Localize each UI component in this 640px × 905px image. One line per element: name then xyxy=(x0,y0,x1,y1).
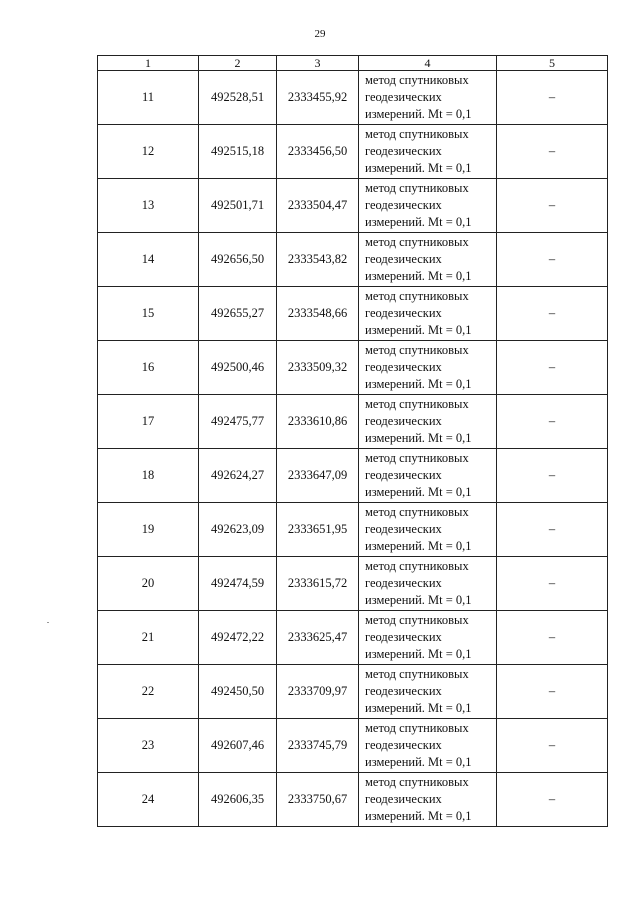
method-line: измерений. Mt = 0,1 xyxy=(365,647,472,661)
x-coordinate-cell: 492474,59 xyxy=(199,557,277,611)
coordinates-table xyxy=(97,55,608,827)
table-row xyxy=(98,557,608,611)
method-cell xyxy=(359,449,497,503)
point-number-cell: 22 xyxy=(98,665,199,719)
point-number-cell: 15 xyxy=(98,287,199,341)
y-coordinate-cell: 2333504,47 xyxy=(277,179,359,233)
table-row xyxy=(98,449,608,503)
table-row xyxy=(98,611,608,665)
point-number-cell: 17 xyxy=(98,395,199,449)
x-coordinate-cell: 492515,18 xyxy=(199,125,277,179)
table-row xyxy=(98,287,608,341)
point-number-cell: 13 xyxy=(98,179,199,233)
x-coordinate-cell: 492528,51 xyxy=(199,71,277,125)
note-cell: – xyxy=(497,287,608,341)
method-line: измерений. Mt = 0,1 xyxy=(365,593,472,607)
method-line: метод спутниковых xyxy=(365,343,469,357)
y-coordinate-cell: 2333543,82 xyxy=(277,233,359,287)
method-line: метод спутниковых xyxy=(365,235,469,249)
note-cell: – xyxy=(497,773,608,827)
method-line: измерений. Mt = 0,1 xyxy=(365,755,472,769)
method-line: геодезических xyxy=(365,522,442,536)
note-cell: – xyxy=(497,665,608,719)
note-cell: – xyxy=(497,395,608,449)
method-cell xyxy=(359,557,497,611)
method-line: измерений. Mt = 0,1 xyxy=(365,701,472,715)
note-cell: – xyxy=(497,503,608,557)
table-row xyxy=(98,179,608,233)
method-cell xyxy=(359,341,497,395)
y-coordinate-cell: 2333709,97 xyxy=(277,665,359,719)
point-number-cell: 18 xyxy=(98,449,199,503)
y-coordinate-cell: 2333509,32 xyxy=(277,341,359,395)
method-line: геодезических xyxy=(365,360,442,374)
method-line: геодезических xyxy=(365,468,442,482)
note-cell: – xyxy=(497,719,608,773)
x-coordinate-cell: 492624,27 xyxy=(199,449,277,503)
x-coordinate-cell: 492655,27 xyxy=(199,287,277,341)
header-col-4: 4 xyxy=(359,56,497,71)
table-body xyxy=(98,71,608,827)
point-number-cell: 16 xyxy=(98,341,199,395)
method-line: метод спутниковых xyxy=(365,73,469,87)
method-line: метод спутниковых xyxy=(365,451,469,465)
method-cell xyxy=(359,665,497,719)
x-coordinate-cell: 492475,77 xyxy=(199,395,277,449)
y-coordinate-cell: 2333610,86 xyxy=(277,395,359,449)
table-row xyxy=(98,395,608,449)
method-line: измерений. Mt = 0,1 xyxy=(365,809,472,823)
note-cell: – xyxy=(497,341,608,395)
method-line: геодезических xyxy=(365,414,442,428)
table-row xyxy=(98,341,608,395)
x-coordinate-cell: 492623,09 xyxy=(199,503,277,557)
method-line: измерений. Mt = 0,1 xyxy=(365,161,472,175)
method-line: метод спутниковых xyxy=(365,289,469,303)
method-cell xyxy=(359,287,497,341)
method-cell xyxy=(359,71,497,125)
method-line: геодезических xyxy=(365,90,442,104)
y-coordinate-cell: 2333625,47 xyxy=(277,611,359,665)
table-row xyxy=(98,233,608,287)
method-line: метод спутниковых xyxy=(365,667,469,681)
note-cell: – xyxy=(497,179,608,233)
y-coordinate-cell: 2333455,92 xyxy=(277,71,359,125)
table-row xyxy=(98,719,608,773)
table-row xyxy=(98,773,608,827)
note-cell: – xyxy=(497,611,608,665)
point-number-cell: 14 xyxy=(98,233,199,287)
y-coordinate-cell: 2333750,67 xyxy=(277,773,359,827)
point-number-cell: 24 xyxy=(98,773,199,827)
x-coordinate-cell: 492607,46 xyxy=(199,719,277,773)
y-coordinate-cell: 2333647,09 xyxy=(277,449,359,503)
method-line: геодезических xyxy=(365,684,442,698)
method-line: измерений. Mt = 0,1 xyxy=(365,269,472,283)
method-cell xyxy=(359,179,497,233)
method-line: геодезических xyxy=(365,252,442,266)
method-line: геодезических xyxy=(365,630,442,644)
method-cell xyxy=(359,233,497,287)
x-coordinate-cell: 492500,46 xyxy=(199,341,277,395)
page-number: 29 xyxy=(314,28,326,40)
table-row xyxy=(98,71,608,125)
method-line: метод спутниковых xyxy=(365,775,469,789)
x-coordinate-cell: 492656,50 xyxy=(199,233,277,287)
header-col-3: 3 xyxy=(277,56,359,71)
note-cell: – xyxy=(497,233,608,287)
method-cell xyxy=(359,503,497,557)
method-line: метод спутниковых xyxy=(365,181,469,195)
method-line: геодезических xyxy=(365,792,442,806)
table-header xyxy=(98,56,608,71)
method-line: геодезических xyxy=(365,198,442,212)
x-coordinate-cell: 492501,71 xyxy=(199,179,277,233)
point-number-cell: 12 xyxy=(98,125,199,179)
method-cell xyxy=(359,395,497,449)
header-row xyxy=(98,56,608,71)
method-line: метод спутниковых xyxy=(365,613,469,627)
header-col-5: 5 xyxy=(497,56,608,71)
method-line: измерений. Mt = 0,1 xyxy=(365,323,472,337)
y-coordinate-cell: 2333615,72 xyxy=(277,557,359,611)
table-row xyxy=(98,665,608,719)
y-coordinate-cell: 2333651,95 xyxy=(277,503,359,557)
y-coordinate-cell: 2333456,50 xyxy=(277,125,359,179)
method-cell xyxy=(359,773,497,827)
x-coordinate-cell: 492472,22 xyxy=(199,611,277,665)
header-col-1: 1 xyxy=(98,56,199,71)
note-cell: – xyxy=(497,557,608,611)
x-coordinate-cell: 492450,50 xyxy=(199,665,277,719)
y-coordinate-cell: 2333548,66 xyxy=(277,287,359,341)
table-row xyxy=(98,125,608,179)
point-number-cell: 11 xyxy=(98,71,199,125)
method-line: измерений. Mt = 0,1 xyxy=(365,539,472,553)
method-line: метод спутниковых xyxy=(365,721,469,735)
note-cell: – xyxy=(497,449,608,503)
method-line: метод спутниковых xyxy=(365,559,469,573)
margin-mark xyxy=(47,622,49,623)
method-line: геодезических xyxy=(365,576,442,590)
method-line: измерений. Mt = 0,1 xyxy=(365,377,472,391)
point-number-cell: 23 xyxy=(98,719,199,773)
method-line: измерений. Mt = 0,1 xyxy=(365,107,472,121)
method-cell xyxy=(359,611,497,665)
point-number-cell: 21 xyxy=(98,611,199,665)
point-number-cell: 20 xyxy=(98,557,199,611)
method-cell xyxy=(359,719,497,773)
method-line: метод спутниковых xyxy=(365,397,469,411)
x-coordinate-cell: 492606,35 xyxy=(199,773,277,827)
point-number-cell: 19 xyxy=(98,503,199,557)
method-line: геодезических xyxy=(365,144,442,158)
method-line: измерений. Mt = 0,1 xyxy=(365,485,472,499)
note-cell: – xyxy=(497,71,608,125)
method-line: метод спутниковых xyxy=(365,505,469,519)
note-cell: – xyxy=(497,125,608,179)
method-line: измерений. Mt = 0,1 xyxy=(365,431,472,445)
method-line: геодезических xyxy=(365,738,442,752)
table-row xyxy=(98,503,608,557)
header-col-2: 2 xyxy=(199,56,277,71)
y-coordinate-cell: 2333745,79 xyxy=(277,719,359,773)
method-cell xyxy=(359,125,497,179)
method-line: метод спутниковых xyxy=(365,127,469,141)
method-line: измерений. Mt = 0,1 xyxy=(365,215,472,229)
method-line: геодезических xyxy=(365,306,442,320)
